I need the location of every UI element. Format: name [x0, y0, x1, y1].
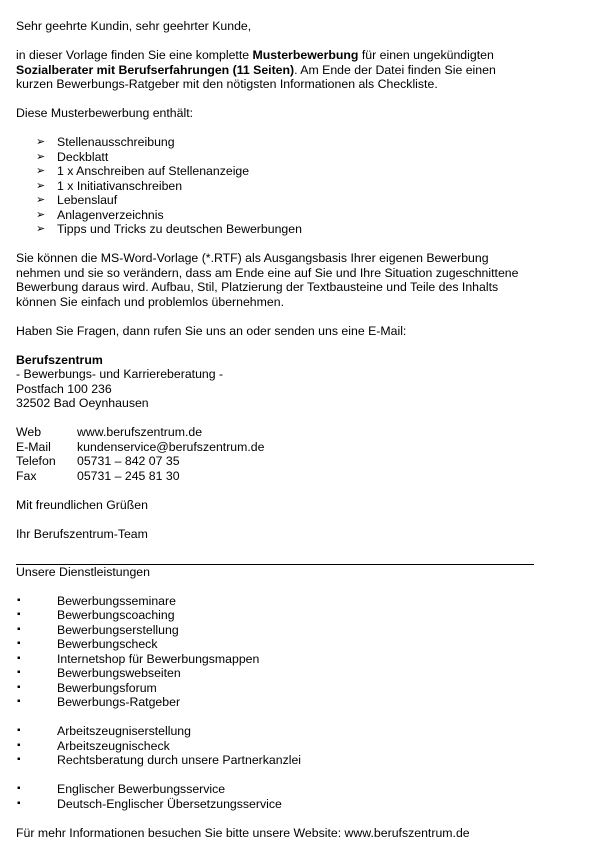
contents-list — [16, 135, 576, 237]
contact-label: Web — [16, 425, 42, 439]
email-link[interactable]: kundenservice@berufszentrum.de — [77, 439, 265, 454]
intro-bold-2: Sozialberater mit Berufserfahrungen (11 Seiten) — [16, 62, 295, 77]
contents-item: ➢ Deckblatt — [36, 149, 109, 164]
square-bullet-icon: ▪ — [17, 594, 21, 606]
services-list-1 — [16, 594, 576, 710]
arrow-bullet-icon: ➢ — [36, 208, 46, 221]
service-item: ▪ Bewerbungscheck — [17, 637, 158, 651]
contact-row-email — [16, 440, 576, 455]
arrow-bullet-icon: ➢ — [36, 165, 46, 177]
square-bullet-icon: ▪ — [17, 739, 21, 751]
website-link[interactable]: www.berufszentrum.de — [77, 425, 203, 439]
intro-text-3: . Am Ende der Datei finden Sie einen — [294, 62, 496, 77]
contact-label: Fax — [16, 468, 37, 483]
services-heading: Unsere Dienstleistungen — [16, 564, 150, 579]
company-city: 32502 Bad Oeynhausen — [16, 396, 149, 410]
service-item: ▪ Arbeitszeugniserstellung — [17, 724, 191, 738]
square-bullet-icon: ▪ — [17, 652, 21, 664]
square-bullet-icon: ▪ — [17, 609, 21, 620]
company-address — [16, 353, 576, 411]
document-page — [16, 19, 576, 840]
intro-text-4: kurzen Bewerbungs-Ratgeber mit den nötigsten Informationen als Checkliste. — [16, 77, 438, 91]
arrow-bullet-icon: ➢ — [36, 179, 46, 192]
square-bullet-icon: ▪ — [17, 797, 21, 809]
contact-row-fax — [16, 469, 576, 484]
arrow-bullet-icon: ➢ — [36, 150, 46, 163]
service-item: ▪ Bewerbungserstellung — [17, 622, 179, 637]
questions-line: Haben Sie Fragen, dann rufen Sie uns an oder senden uns eine E-Mail: — [16, 323, 407, 338]
service-item: ▪ Internetshop für Bewerbungsmappen — [17, 651, 260, 666]
contents-item: ➢ 1 x Anschreiben auf Stellenanzeige — [36, 164, 250, 178]
service-item: ▪ Bewerbungscoaching — [17, 608, 175, 622]
contents-item: ➢ Stellenausschreibung — [36, 135, 175, 149]
service-item: ▪ Bewerbungs-Ratgeber — [17, 695, 181, 709]
square-bullet-icon: ▪ — [17, 667, 21, 678]
square-bullet-icon: ▪ — [17, 696, 21, 707]
company-tagline: - Bewerbungs- und Karriereberatung - — [16, 367, 224, 381]
service-item: ▪ Bewerbungswebseiten — [17, 666, 181, 680]
company-name: Berufszentrum — [16, 352, 103, 367]
intro-paragraph — [16, 48, 576, 92]
contact-row-web — [16, 425, 576, 440]
fax-number: 05731 – 245 81 30 — [77, 468, 180, 483]
service-item: ▪ Arbeitszeugnischeck — [17, 738, 170, 753]
contact-label: E-Mail — [16, 439, 51, 454]
services-list-2 — [16, 724, 576, 768]
service-item: ▪ Deutsch-Englischer Übersetzungsservice — [17, 796, 282, 811]
square-bullet-icon: ▪ — [17, 725, 21, 736]
services-list-3 — [16, 782, 576, 811]
company-street: Postfach 100 236 — [16, 381, 112, 396]
intro-text-2: für einen ungekündigten — [358, 48, 494, 62]
arrow-bullet-icon: ➢ — [36, 136, 46, 148]
square-bullet-icon: ▪ — [17, 638, 21, 649]
signature: Ihr Berufszentrum-Team — [16, 526, 148, 541]
service-item: ▪ Rechtsberatung durch unsere Partnerkanzlei — [17, 753, 302, 767]
intro-bold-1: Musterbewerbung — [252, 48, 359, 62]
square-bullet-icon: ▪ — [17, 681, 21, 693]
contents-item: ➢ Tipps und Tricks zu deutschen Bewerbungen — [36, 222, 302, 236]
contact-row-phone — [16, 454, 576, 469]
intro-text-1: in dieser Vorlage finden Sie eine komplette — [16, 48, 253, 62]
contact-label: Telefon — [16, 454, 56, 468]
usage-paragraph: Sie können die MS-Word-Vorlage (*.RTF) als Ausgangsbasis Ihrer eigenen Bewerbung nehmen und sie so verändern, dass am Ende eine auf Sie und Ihre Situation zugeschnittene Bewerbung daraus wird. Aufbau, Stil, Platzierung der Textbausteine und Teile des Inhalts können Sie einfach und problemlos übernehmen. — [16, 251, 519, 309]
arrow-bullet-icon: ➢ — [36, 194, 46, 206]
square-bullet-icon: ▪ — [17, 623, 21, 635]
square-bullet-icon: ▪ — [17, 783, 21, 794]
contents-item: ➢ Lebenslauf — [36, 193, 118, 207]
greeting: Sehr geehrte Kundin, sehr geehrter Kunde, — [16, 19, 252, 33]
arrow-bullet-icon: ➢ — [36, 223, 46, 235]
phone-number: 05731 – 842 07 35 — [77, 454, 180, 468]
contents-item: ➢ Anlagenverzeichnis — [36, 207, 164, 222]
contents-item: ➢ 1 x Initiativanschreiben — [36, 178, 183, 193]
service-item: ▪ Bewerbungsforum — [17, 680, 157, 695]
square-bullet-icon: ▪ — [17, 754, 21, 765]
service-item: ▪ Englischer Bewerbungsservice — [17, 782, 226, 796]
closing: Mit freundlichen Grüßen — [16, 497, 148, 512]
contact-block — [16, 425, 576, 483]
contents-heading: Diese Musterbewerbung enthält: — [16, 106, 194, 120]
footer-note: Für mehr Informationen besuchen Sie bitte unsere Website: www.berufszentrum.de — [16, 825, 470, 840]
service-item: ▪ Bewerbungsseminare — [17, 593, 176, 608]
